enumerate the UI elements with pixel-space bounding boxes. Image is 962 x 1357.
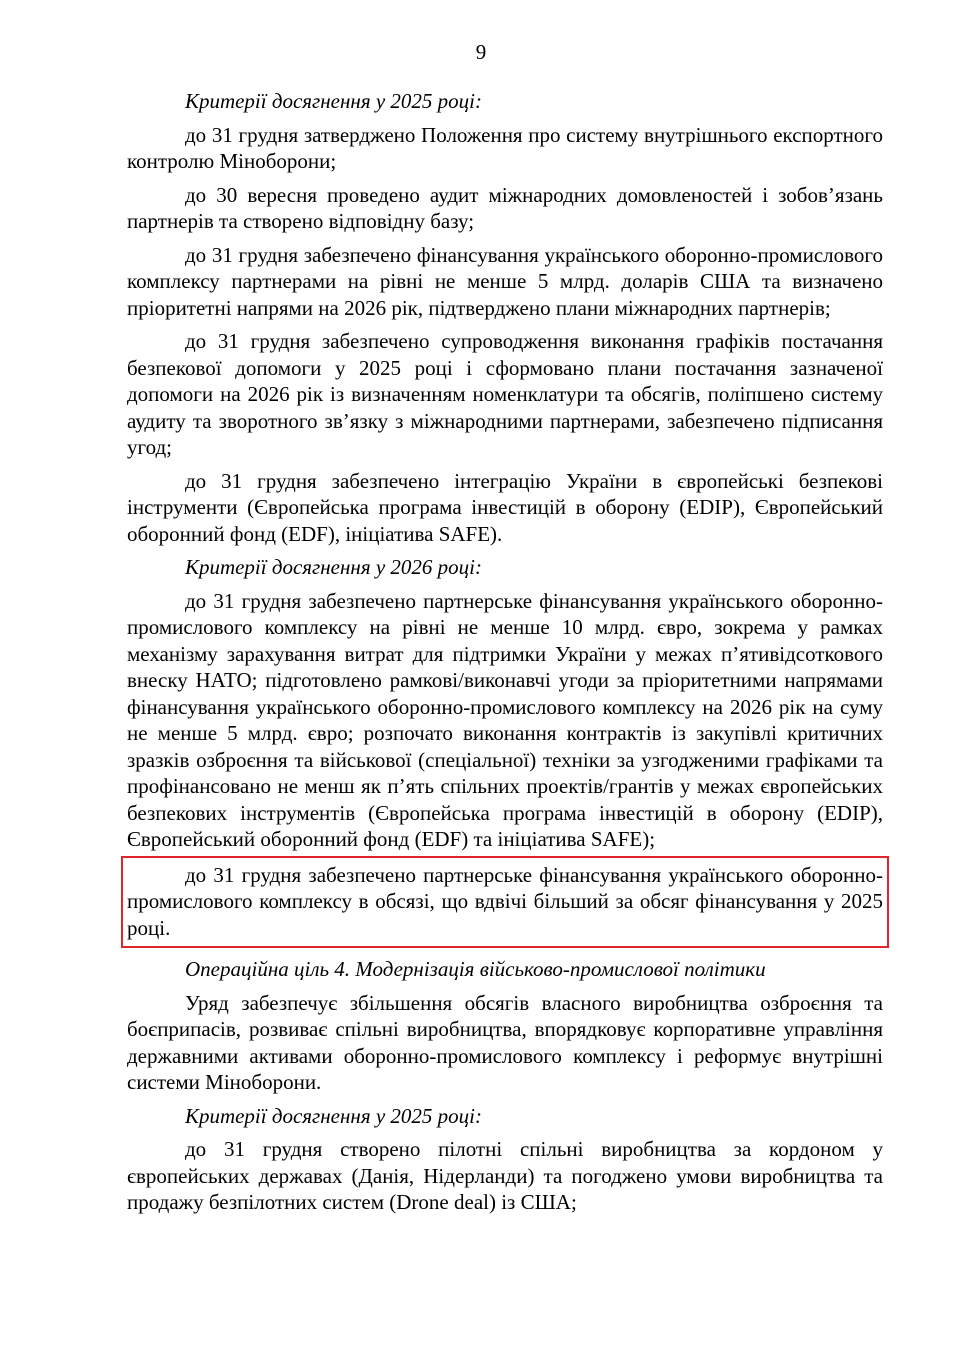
criteria-item: до 31 грудня забезпечено фінансування українського оборонно-промислового комплексу партнерами на рівні не менше 5 млрд. доларів США та визначено пріоритетні напрями на 2026 рік, підтверджено плани міжнародних партнерів; [127, 242, 883, 320]
criteria-item: до 31 грудня затверджено Положення про систему внутрішнього експортного контролю Міноборони; [127, 122, 883, 173]
criteria-item: до 31 грудня забезпечено супроводження виконання графіків постачання безпекової допомоги у 2025 році і сформовано плани постачання зазначеної допомоги на 2026 рік із визначенням номенклатури та обсягів, поліпшено систему аудиту та зворотного зв’язку з міжнародними партнерами, забезпечено підписання угод; [127, 329, 883, 459]
criteria-heading-2026: Критерії досягнення у 2026 році: [185, 555, 482, 579]
goal-description: Уряд забезпечує збільшення обсягів власного виробництва озброєння та боєприпасів, розвиває спільні виробництва, впорядковує корпоративне управління державними активами оборонно-промислового комплексу і реформує внутрішні системи Міноборони. [127, 990, 883, 1094]
criteria-item: до 30 вересня проведено аудит міжнародних домовленостей і зобов’язань партнерів та створено відповідну базу; [127, 182, 883, 233]
criteria-heading-2025-goal4: Критерії досягнення у 2025 році: [185, 1103, 482, 1128]
document-body [127, 88, 883, 1223]
criteria-heading-2025: Критерії досягнення у 2025 році: [185, 89, 482, 113]
criteria-item: до 31 грудня забезпечено інтеграцію України в європейські безпекові інструменти (Європейська програма інвестицій в оборону (EDIP), Європейський оборонний фонд (EDF), ініціатива SAFE). [127, 468, 883, 546]
highlighted-criteria-item: до 31 грудня забезпечено партнерське фінансування українського оборонно-промислового комплексу в обсязі, що вдвічі більший за обсяг фінансування у 2025 році. [127, 862, 883, 940]
operational-goal-heading: Операційна ціль 4. Модернізація військово-промислової політики [185, 957, 766, 981]
page-number: 9 [475, 40, 487, 64]
highlighted-box [121, 856, 889, 949]
criteria-item: до 31 грудня забезпечено партнерське фінансування українського оборонно-промислового комплексу на рівні не менше 10 млрд. євро, зокрема у рамках механізму зарахування витрат для підтримки України у межах п’ятивідсоткового внеску НАТО; підготовлено рамкові/виконавчі угоди за пріоритетними напрямами фінансування українського оборонно-промислового комплексу на 2026 рік на суму не менше 5 млрд. євро; розпочато виконання контрактів із закупівлі критичних зразків озброєння та військової (спеціальної) техніки за узгодженими графіками та профінансовано не менш як п’ять спільних проектів/грантів у межах європейських безпекових інструментів (Європейська програма інвестицій в оборону (EDIP), Європейський оборонний фонд (EDF) та ініціатива SAFE); [127, 588, 883, 851]
criteria-item: до 31 грудня створено пілотні спільні виробництва за кордоном у європейських державах (Данія, Нідерланди) та погоджено умови виробництва та продажу безпілотних систем (Drone deal) із США; [127, 1137, 883, 1214]
